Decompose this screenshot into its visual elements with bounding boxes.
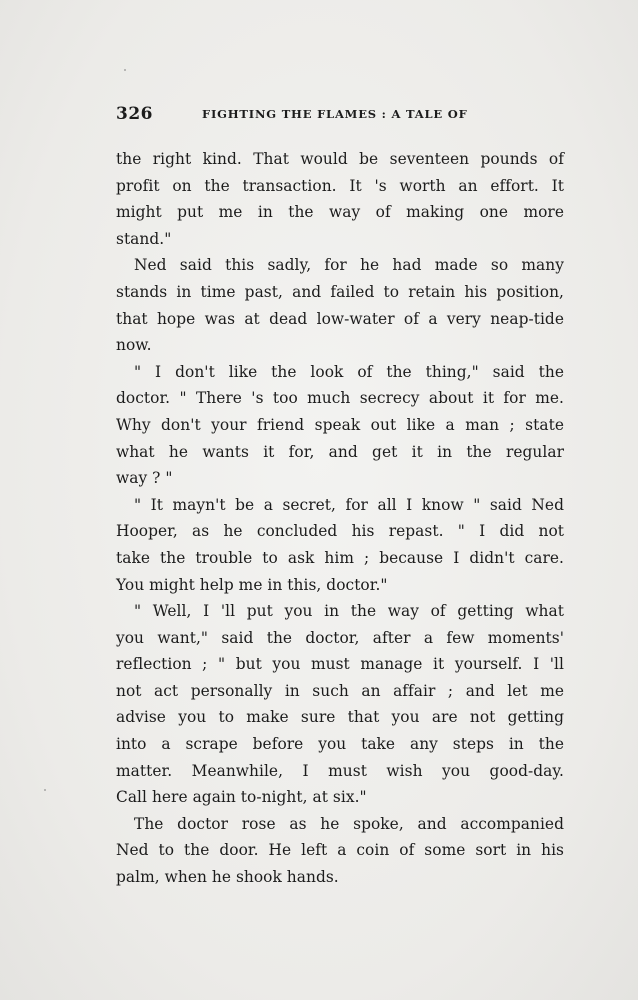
text-line: " I don't like the look of the thing," said the <box>134 362 564 381</box>
running-head: FIGHTING THE FLAMES : A TALE OF <box>202 107 468 121</box>
paper-speck <box>44 789 46 791</box>
page-header <box>116 104 566 128</box>
text-line: Why don't your friend speak out like a man ; state <box>116 415 564 434</box>
page-number: 326 <box>116 104 153 124</box>
text-line: that hope was at dead low-water of a very neap-tide <box>116 309 564 328</box>
text-line: might put me in the way of making one more <box>116 203 564 222</box>
text-line: you want," said the doctor, after a few moments' <box>116 628 564 647</box>
text-line: Ned said this sadly, for he had made so many <box>134 256 564 275</box>
text-line: You might help me in this, doctor." <box>116 575 388 594</box>
text-line: what he wants it for, and get it in the regular <box>116 442 564 461</box>
text-line: into a scrape before you take any steps in the <box>116 735 564 754</box>
text-line: " Well, I 'll put you in the way of getting what <box>134 602 564 621</box>
text-line: take the trouble to ask him ; because I didn't care. <box>116 548 564 567</box>
text-line: The doctor rose as he spoke, and accompanied <box>134 814 564 833</box>
text-line: palm, when he shook hands. <box>116 868 339 887</box>
text-line: doctor. " There 's too much secrecy about it for me. <box>116 389 564 408</box>
text-line: Hooper, as he concluded his repast. " I did not <box>116 522 564 541</box>
text-line: profit on the transaction. It 's worth an effort. It <box>116 176 564 195</box>
text-line: Call here again to-night, at six." <box>116 788 367 807</box>
text-line: stands in time past, and failed to retain his position, <box>116 282 564 301</box>
text-line: reflection ; " but you must manage it yourself. I 'll <box>116 655 564 674</box>
body-text <box>116 146 564 891</box>
text-line: way ? " <box>116 469 173 488</box>
text-line: " It mayn't be a secret, for all I know " said Ned <box>134 495 564 514</box>
text-line: not act personally in such an affair ; and let me <box>116 681 564 700</box>
text-line: advise you to make sure that you are not getting <box>116 708 564 727</box>
text-line: matter. Meanwhile, I must wish you good-day. <box>116 761 564 780</box>
text-line: now. <box>116 336 152 355</box>
paper-speck <box>124 69 126 71</box>
text-line: stand." <box>116 229 172 248</box>
text-line: Ned to the door. He left a coin of some sort in his <box>116 841 564 860</box>
text-line: the right kind. That would be seventeen pounds of <box>116 150 564 168</box>
